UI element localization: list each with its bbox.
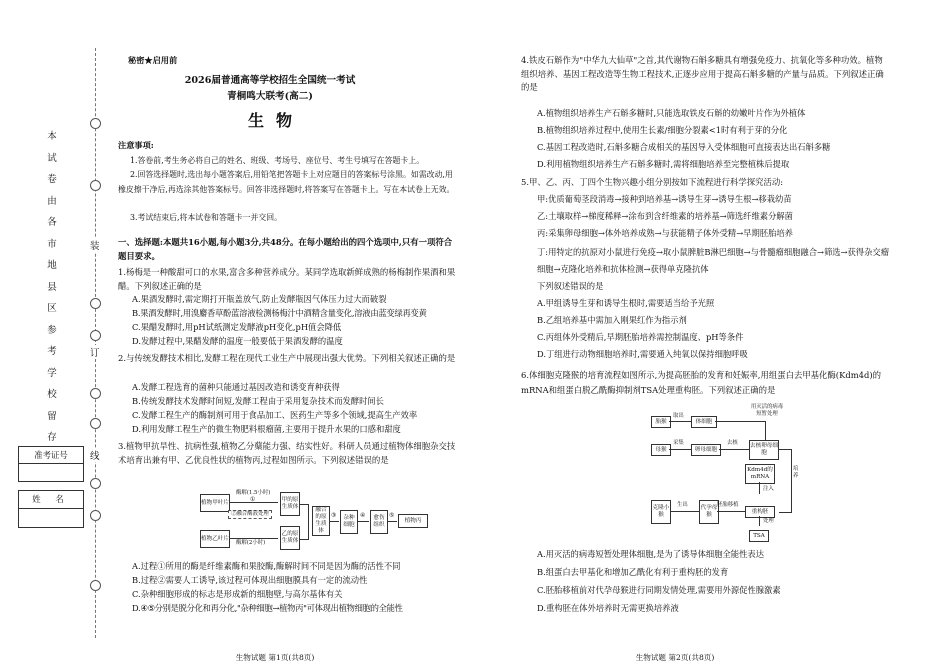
q2-option-d[interactable]: D.利用发酵工程生产的微生物肥料根瘤菌,主要用于提升水果的口感和甜度 bbox=[132, 424, 401, 434]
clone-monkey-box: 克隆小猴 bbox=[651, 500, 671, 524]
q6-diagram bbox=[651, 404, 821, 544]
binding-ring bbox=[90, 478, 101, 489]
binding-ring bbox=[90, 388, 101, 399]
name-box[interactable] bbox=[18, 490, 84, 528]
step-1-label: ① bbox=[250, 496, 256, 503]
notice-char: 校 bbox=[47, 389, 57, 400]
binding-ring bbox=[90, 180, 101, 191]
oocyte-box: 卵母细胞 bbox=[691, 444, 721, 456]
note-item: 2.回答选择题时,选出每小题答案后,用铅笔把答题卡上对应题目的答案标号涂黑。如需改动,用橡皮擦干净后,再选涂其他答案标号。回答非选择题时,将答案写在答题卡上。写在本试卷上无效。 bbox=[118, 170, 455, 194]
notice-char: 考 bbox=[47, 346, 57, 357]
q5-line-d: 丁:用特定的抗原对小鼠进行免疫→取小鼠脾脏B淋巴细胞→与骨髓瘤细胞融合→筛选→获得杂交瘤细胞→克隆化培养和抗体检测→获得单克隆抗体 bbox=[537, 247, 889, 274]
culture-label: 培养 bbox=[793, 466, 799, 479]
mrna-box: Kdm4d的mRNA bbox=[745, 464, 775, 484]
page-footer: 生物试题 第1页(共8页) bbox=[235, 653, 315, 662]
page-footer: 生物试题 第2页(共8页) bbox=[635, 653, 715, 662]
q3-option-a[interactable]: A.过程①所用的酶是纤维素酶和果胶酶,酶解时间不同是因为酶的活性不同 bbox=[132, 561, 401, 571]
name-label: 姓 名 bbox=[19, 491, 83, 509]
enucleate-label: 去核 bbox=[727, 440, 738, 446]
notice-char: 卷 bbox=[47, 174, 57, 185]
q5-option-c[interactable]: C.丙组体外受精后,早期胚胎培养需控制温度、pH等条件 bbox=[537, 332, 744, 342]
binding-mark: 线 bbox=[90, 448, 100, 462]
question-2-stem: 2.与传统发酵技术相比,发酵工程在现代工业生产中展现出强大优势。下列相关叙述正确的是 bbox=[118, 353, 456, 363]
arrow-line bbox=[759, 516, 760, 526]
q3-diagram bbox=[200, 490, 430, 556]
q3-option-d[interactable]: D.④⑤分别是脱分化和再分化,"杂种细胞→植物丙"可体现出植物细胞的全能性 bbox=[132, 603, 403, 613]
mother-monkey-box: 母猴 bbox=[651, 444, 671, 456]
fused-protoplast: 融合的原生质体 bbox=[312, 506, 330, 536]
q6-option-b[interactable]: B.组蛋白去甲基化和增加乙酰化有利于重构胚的发育 bbox=[537, 567, 729, 577]
take-label: 取出 bbox=[673, 413, 684, 419]
tsa-box: TSA bbox=[749, 530, 769, 542]
step-5-label: ⑤ bbox=[389, 512, 395, 519]
binding-line bbox=[95, 48, 96, 638]
arrow-line bbox=[329, 521, 339, 522]
inject-label: 注入 bbox=[763, 486, 774, 492]
step-3-label: ③ bbox=[331, 512, 337, 519]
arrow-line bbox=[357, 521, 369, 522]
plant-c: 植物丙 bbox=[398, 514, 428, 528]
q5-ask: 下列叙述错误的是 bbox=[537, 281, 604, 291]
binding-mark: 订 bbox=[90, 345, 100, 359]
notice-char: 本 bbox=[47, 131, 57, 142]
arrow-line bbox=[765, 421, 766, 441]
protoplast-b: 乙的原生质体 bbox=[280, 526, 300, 550]
question-6-stem: 6.体细胞克隆猴的培育流程如图所示,为提高胚胎的发育和妊娠率,用组蛋白去甲基化酶(Kdm4d)的mRNA和组蛋白脱乙酰酶抑制剂TSA处理重构胚。下列叙述正确的是 bbox=[521, 370, 881, 395]
q4-option-d[interactable]: D.利用植物组织培养生产石斛多糖时,需将细胞培养至完整植株后提取 bbox=[537, 159, 790, 169]
admission-label: 准考证号 bbox=[19, 447, 83, 464]
transfer-label: 胚胎移植 bbox=[717, 502, 739, 508]
binding-ring bbox=[90, 580, 101, 591]
note-item: 3.考试结束后,将本试卷和答题卡一并交回。 bbox=[130, 213, 283, 222]
notice-char: 由 bbox=[47, 195, 57, 207]
admission-number-box[interactable] bbox=[18, 446, 84, 482]
enzyme-b-label: 酶解(2小时) bbox=[236, 540, 266, 546]
q5-line-a: 甲:优质葡萄茎段消毒→接种到培养基→诱导生芽→诱导生根→移栽幼苗 bbox=[537, 194, 792, 204]
arrow-line bbox=[669, 449, 691, 450]
hybrid-cell: 杂种细胞 bbox=[340, 510, 358, 534]
plant-b-leaf: 植物乙叶片 bbox=[200, 530, 230, 548]
arrow-line bbox=[230, 538, 278, 539]
q4-option-c[interactable]: C.基因工程改造时,石斛多糖合成相关的基因导入受体细胞可直接表达出石斛多糖 bbox=[537, 142, 831, 152]
binding-ring bbox=[90, 510, 101, 521]
collect-label: 采集 bbox=[673, 440, 684, 446]
notice-char: 学 bbox=[47, 367, 57, 379]
notice-char: 留 bbox=[47, 410, 57, 422]
q4-option-a[interactable]: A.植物组织培养生产石斛多糖时,只能选取铁皮石斛的幼嫩叶片作为外植体 bbox=[537, 108, 806, 118]
arrow-line bbox=[717, 511, 745, 512]
notice-char: 地 bbox=[47, 260, 57, 271]
q2-option-c[interactable]: C.发酵工程生产的酶制剂可用于食品加工、医药生产等多个领域,提高生产效率 bbox=[132, 410, 418, 420]
note-item: 1.答卷前,考生务必将自己的姓名、班级、考场号、座位号、考生号填写在答题卡上。 bbox=[130, 156, 425, 165]
question-5-stem: 5.甲、乙、丙、丁四个生物兴趣小组分别按如下流程进行科学探究活动: bbox=[521, 177, 784, 187]
question-1-stem: 1.杨梅是一种酸甜可口的水果,富含多种营养成分。某同学选取新鲜成熟的杨梅制作果酒和果醋。下列叙述正确的是 bbox=[118, 267, 456, 291]
fusion-enzyme-step: ②融合酶液处理 bbox=[228, 510, 272, 519]
binding-ring bbox=[90, 330, 101, 341]
step-4-label: ④ bbox=[360, 512, 366, 519]
notice-char: 各 bbox=[47, 217, 57, 228]
q5-line-b: 乙:土壤取样→梯度稀释→涂布到含纤维素的培养基→筛选纤维素分解菌 bbox=[537, 211, 793, 221]
notes-title: 注意事项: bbox=[118, 140, 154, 150]
somatic-cell-box: 体细胞 bbox=[691, 416, 717, 428]
treat-label: 处理 bbox=[763, 518, 774, 524]
right-page bbox=[475, 0, 950, 672]
q4-option-b[interactable]: B.植物组织培养过程中,使用生长素/细胞分裂素<1时有利于芽的分化 bbox=[537, 125, 788, 135]
callus: 愈伤组织 bbox=[370, 510, 388, 534]
exam-title: 2026届普通高等学校招生全国统一考试 bbox=[184, 75, 356, 86]
q1-option-c[interactable]: C.果醋发酵时,用pH试纸测定发酵液pH变化,pH值会降低 bbox=[132, 322, 342, 332]
notice-char: 存 bbox=[47, 432, 57, 443]
binding-ring bbox=[90, 298, 101, 309]
enucleated-oocyte-box: 去核卵母细胞 bbox=[749, 440, 779, 460]
q5-option-a[interactable]: A.甲组诱导生芽和诱导生根时,需要适当给予光照 bbox=[537, 298, 715, 308]
q1-option-a[interactable]: A.果酒发酵时,需定期打开瓶盖放气,防止发酵瓶因气体压力过大而破裂 bbox=[132, 294, 387, 304]
merge-bracket bbox=[300, 504, 309, 540]
notice-char: 参 bbox=[47, 324, 57, 336]
section-heading: 一、选择题:本题共16小题,每小题3分,共48分。在每小题给出的四个选项中,只有一项符合题目要求。 bbox=[118, 237, 453, 261]
subject-title: 生物 bbox=[247, 111, 304, 130]
notice-char: 县 bbox=[47, 281, 57, 293]
arrow-line bbox=[669, 421, 691, 422]
culture-bracket bbox=[779, 449, 792, 513]
notice-char: 试 bbox=[47, 152, 57, 164]
protoplast-a: 甲的原生质体 bbox=[280, 492, 300, 516]
binding-mark: 装 bbox=[90, 238, 100, 252]
enzyme-a-label: 酶解(1.5小时) bbox=[236, 490, 271, 496]
q6-option-a[interactable]: A.用灭活的病毒短暂处理体细胞,是为了诱导体细胞全能性表达 bbox=[537, 549, 764, 559]
plant-a-leaf: 植物甲叶片 bbox=[200, 494, 230, 512]
q3-option-c[interactable]: C.杂种细胞形成的标志是形成新的细胞壁,与高尔基体有关 bbox=[132, 589, 343, 599]
q5-option-b[interactable]: B.乙组培养基中需加入刚果红作为指示剂 bbox=[537, 315, 687, 325]
arrow-line bbox=[387, 521, 397, 522]
arrow-line bbox=[715, 421, 765, 422]
q2-option-b[interactable]: B.传统发酵技术发酵时间短,发酵工程由于采用复杂技术而发酵时间长 bbox=[132, 396, 384, 406]
notice-char: 区 bbox=[47, 303, 57, 314]
question-3-stem: 3.植物甲抗旱性、抗病性强,植物乙分蘖能力强、结实性好。科研人员通过植物体细胞杂交技术培育出兼有甲、乙优良性状的植物丙,过程如图所示。下列叙述错误的是 bbox=[118, 441, 456, 465]
arrow-line bbox=[671, 511, 699, 512]
q1-option-d[interactable]: D.发酵过程中,果醋发酵的温度一般要低于果酒发酵的温度 bbox=[132, 336, 343, 346]
q2-option-a[interactable]: A.发酵工程选育的菌种只能通过基因改造和诱变育种获得 bbox=[132, 382, 340, 392]
q3-option-b[interactable]: B.过程②需要人工诱导,该过程可体现出细胞膜具有一定的流动性 bbox=[132, 575, 368, 585]
exam-subtitle: 青桐鸣大联考(高二) bbox=[227, 91, 313, 102]
virus-label: 用灭活的病毒短暂处理 bbox=[750, 404, 784, 417]
fetus-box: 胎猴 bbox=[651, 416, 671, 428]
q6-option-c[interactable]: C.胚胎移植前对代孕母猴进行同期发情处理,需要用外源促性腺激素 bbox=[537, 585, 781, 595]
binding-ring bbox=[90, 418, 101, 429]
q5-option-d[interactable]: D.丁组进行动物细胞培养时,需要通入纯氧以保持细胞呼吸 bbox=[537, 349, 748, 359]
binding-notice bbox=[45, 128, 59, 451]
arrow-line bbox=[759, 482, 760, 494]
reconstructed-embryo-box: 重构胚 bbox=[745, 506, 775, 518]
q5-line-c: 丙:采集卵母细胞→体外培养成熟→与获能精子体外受精→早期胚胎培养 bbox=[537, 228, 793, 238]
notice-char: 市 bbox=[47, 238, 57, 250]
surrogate-box: 代孕母猴 bbox=[699, 500, 719, 524]
question-4-stem: 4.铁皮石斛作为"中华九大仙草"之首,其代谢物石斛多糖具有增强免疫力、抗氧化等多种功效。植物组织培养、基因工程改造等生物工程技术,正逐步应用于提高石斛多糖的产量与品质。下列叙述正确的是 bbox=[521, 55, 884, 93]
secret-label: 秘密★启用前 bbox=[128, 55, 178, 65]
q6-option-d[interactable]: D.重构胚在体外培养时无需更换培养液 bbox=[537, 603, 679, 613]
birth-label: 生出 bbox=[677, 502, 688, 508]
arrow-line bbox=[719, 449, 749, 450]
q1-option-b[interactable]: B.果酒发酵时,用溴麝香草酚蓝溶液检测杨梅汁中酒精含量变化,溶液由蓝变绿再变黄 bbox=[132, 308, 427, 318]
